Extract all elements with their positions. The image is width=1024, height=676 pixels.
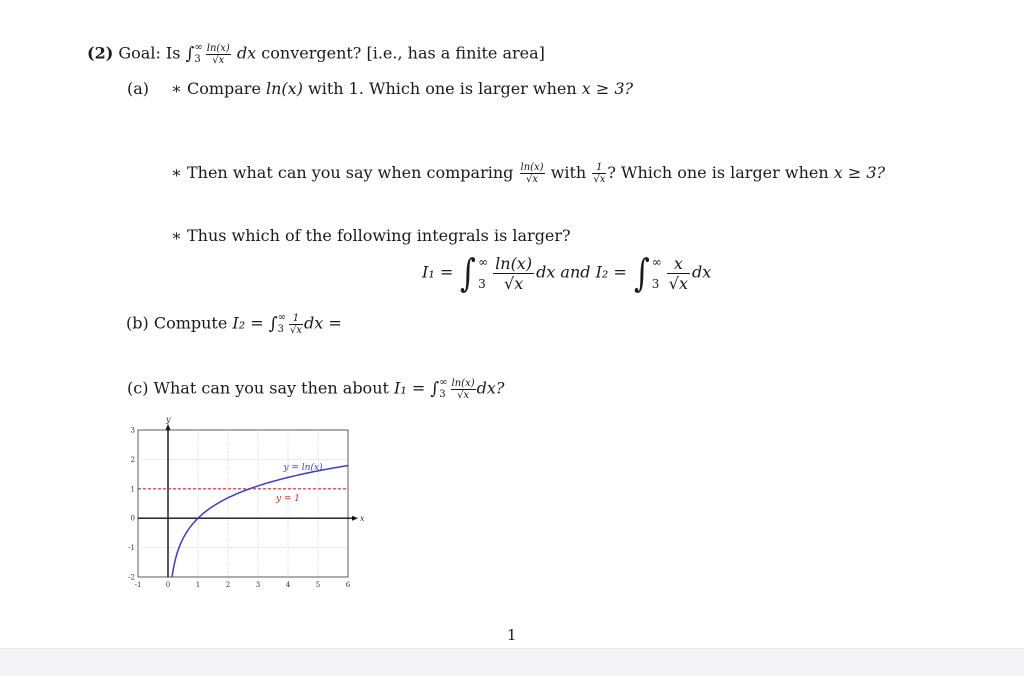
- y-axis-arrow: [166, 424, 171, 430]
- x-tick-label: 0: [165, 581, 171, 589]
- part-a-q2: ∗ Then what can you say when comparing $\frac{\ln(x)}{√x}$ with $\frac{1}{√x}$ ? Which one is larger when x ≥ 3?: [171, 162, 886, 185]
- ln-graph: [118, 410, 368, 595]
- y-tick-label: 3: [130, 426, 135, 435]
- y-tick-label: 0: [130, 514, 135, 523]
- page-number: 1: [507, 626, 517, 644]
- y-tick-label: -2: [128, 573, 135, 582]
- goal-line: [87, 42, 545, 66]
- goal-dx: dx: [236, 43, 257, 63]
- viewer-bottom-bar: [0, 648, 1024, 676]
- q2-fraction-one: $\frac{1}{√x}$: [593, 162, 606, 185]
- problem-number: (2): [87, 43, 114, 63]
- goal-suffix: convergent? [i.e., has a finite area]: [261, 43, 545, 63]
- part-c: (c) What can you say then about I₁ = ∫ ∞ 3 $\frac{\ln(x)}{√x}$ dx?: [127, 377, 505, 401]
- part-a-q3: ∗ Thus which of the following integrals is larger?: [171, 226, 571, 245]
- i2-limits: ∞ 3: [651, 255, 662, 291]
- integral-comparison: I₁ = ∫ ∞ 3 $\frac{\ln(x)}{√x}$ dx and I₂ = ∫ ∞ 3 $\frac{x}{√x}$ dx: [422, 251, 712, 295]
- x-axis-label: x: [360, 514, 365, 524]
- y-tick-label: -1: [128, 544, 135, 553]
- part-a-label: (a): [127, 79, 150, 98]
- x-tick-label: 3: [255, 581, 261, 589]
- goal-prefix: Goal: Is: [118, 43, 181, 63]
- x-tick-label: 2: [225, 581, 231, 589]
- y-tick-label: 2: [130, 455, 135, 464]
- x-tick-label: 4: [285, 581, 291, 589]
- integral-sign: ∫: [430, 379, 440, 399]
- x-tick-label: -1: [134, 581, 142, 589]
- b-fraction: $\frac{1}{√x}$: [289, 312, 302, 336]
- y-axis-label: y: [166, 415, 171, 424]
- i2-fraction: $\frac{x}{√x}$: [668, 253, 688, 293]
- i1-limits: ∞ 3: [478, 255, 489, 291]
- integral-sign: ∫: [185, 44, 195, 64]
- x-axis-arrow: [352, 516, 358, 521]
- goal-fraction: $\frac{\ln(x)}{√x}$: [206, 42, 230, 66]
- i1-fraction: $\frac{\ln(x)}{√x}$: [495, 253, 533, 293]
- big-integral-sign: ∫: [460, 251, 477, 295]
- y-tick-label: 1: [130, 485, 135, 494]
- integral-sign: ∫: [268, 314, 278, 334]
- series-ln-curve: [172, 466, 348, 578]
- q2-fraction-ln: $\frac{\ln(x)}{√x}$: [520, 162, 544, 185]
- series-label-y-equals-1: y = 1: [275, 493, 301, 504]
- x-tick-label: 5: [315, 581, 321, 589]
- part-b: (b) Compute I₂ = ∫ ∞ 3 $\frac{1}{√x}$ dx =: [126, 312, 342, 336]
- goal-limits: ∞ 3: [194, 42, 203, 65]
- plot-frame: [138, 430, 348, 577]
- big-integral-sign: ∫: [633, 251, 650, 295]
- c-fraction: $\frac{\ln(x)}{√x}$: [451, 377, 475, 401]
- x-tick-label: 6: [345, 581, 351, 589]
- part-a-q1: ∗ Compare ln(x) with 1. Which one is larger when x ≥ 3?: [171, 79, 634, 98]
- series-label-ln: y = ln(x): [283, 462, 323, 473]
- x-tick-label: 1: [195, 581, 201, 589]
